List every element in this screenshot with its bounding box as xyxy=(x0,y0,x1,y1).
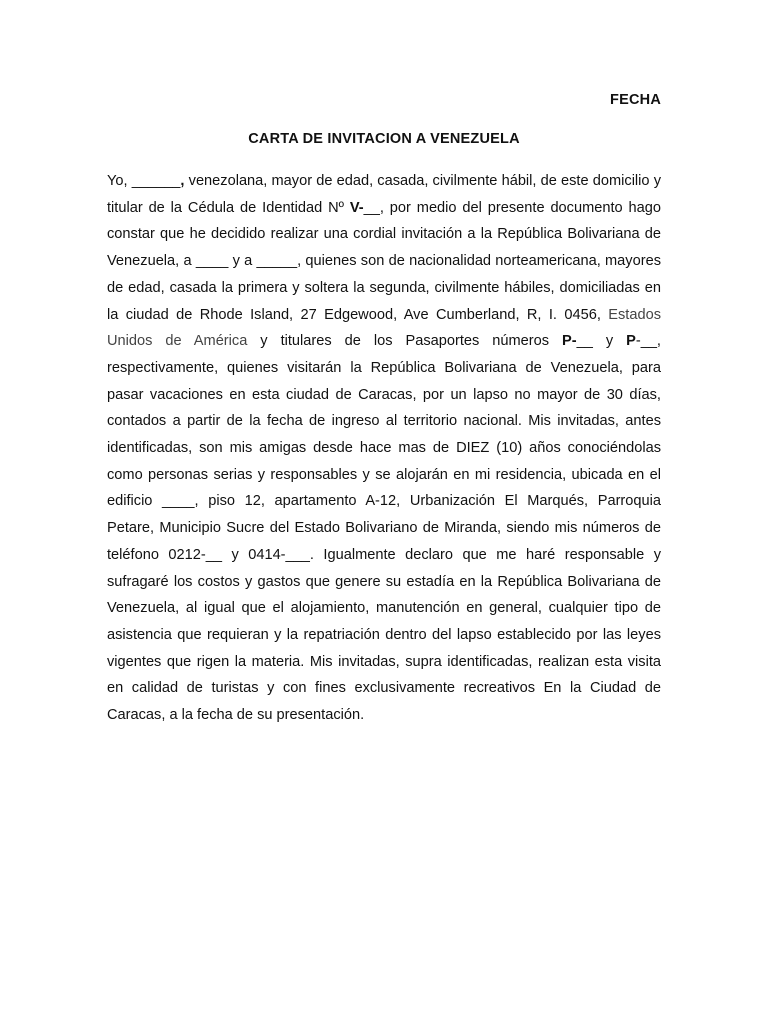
text-segment: y titulares de los Pasaportes números xyxy=(247,333,563,350)
text-segment: Yo, ______ xyxy=(107,173,181,189)
passport-prefix-bold: P xyxy=(626,333,636,350)
text-segment: __ y xyxy=(576,333,627,350)
text-segment: -__, respectivamente, quienes visitarán la República Bolivariana de Venezuela, para pasar vacaciones en esta ciudad de Caracas, por un lapso no mayor de 30 días, contados a partir de la fecha de ingreso al territorio nacional. Mis invitadas, antes identificadas, son mis amigas desde hace mas de DIEZ (10) años conociéndolas como personas serias y responsables y se alojarán en mi residencia, ubicada en el edificio ____, piso 12, apartamento A-12, Urbanización El Marqués, Parroquia Petare, Municipio Sucre del Estado Bolivariano de Miranda, siendo mis números de teléfono 0212-__ y 0414-___. Igualmente declaro que me haré responsable y sufragaré los costos y gastos que genere su estadía en la República Bolivariana de Venezuela, al igual que el alojamiento, manutención en general, cualquier tipo de asistencia que requieran y la repatriación dentro del lapso establecido por las leyes vigentes que rigen la materia. Mis invitadas, supra identificadas, realizan esta visita en calidad de turistas y con fines exclusivamente recreativos En la Ciudad de Caracas, a la fecha de su presentación. xyxy=(107,333,661,724)
document-title: CARTA DE INVITACION A VENEZUELA xyxy=(248,131,520,147)
passport-prefix-bold: P- xyxy=(562,333,577,350)
bold-comma: , xyxy=(180,173,185,189)
country-link-text: Estados Unidos de América xyxy=(107,306,661,350)
text-segment: __, por medio del presente documento hago constar que he decidido realizar una cordial invitación a la República Bolivariana de Venezuela, a ____ y a _____, quienes son de nacionalidad norteamericana, mayores de edad, casada la primera y soltera la segunda, civilmente hábiles, domiciliadas en la ciudad de Rhode Island, 27 Edgewood, Ave Cumberland, R, I. 0456, xyxy=(107,199,661,323)
date-label: FECHA xyxy=(610,92,661,108)
text-segment: venezolana, mayor de edad, casada, civilmente hábil, de este domicilio y titular de la Cédula de Identidad Nº xyxy=(107,173,661,216)
id-prefix-bold: V- xyxy=(349,199,364,216)
body-paragraph xyxy=(107,168,661,729)
